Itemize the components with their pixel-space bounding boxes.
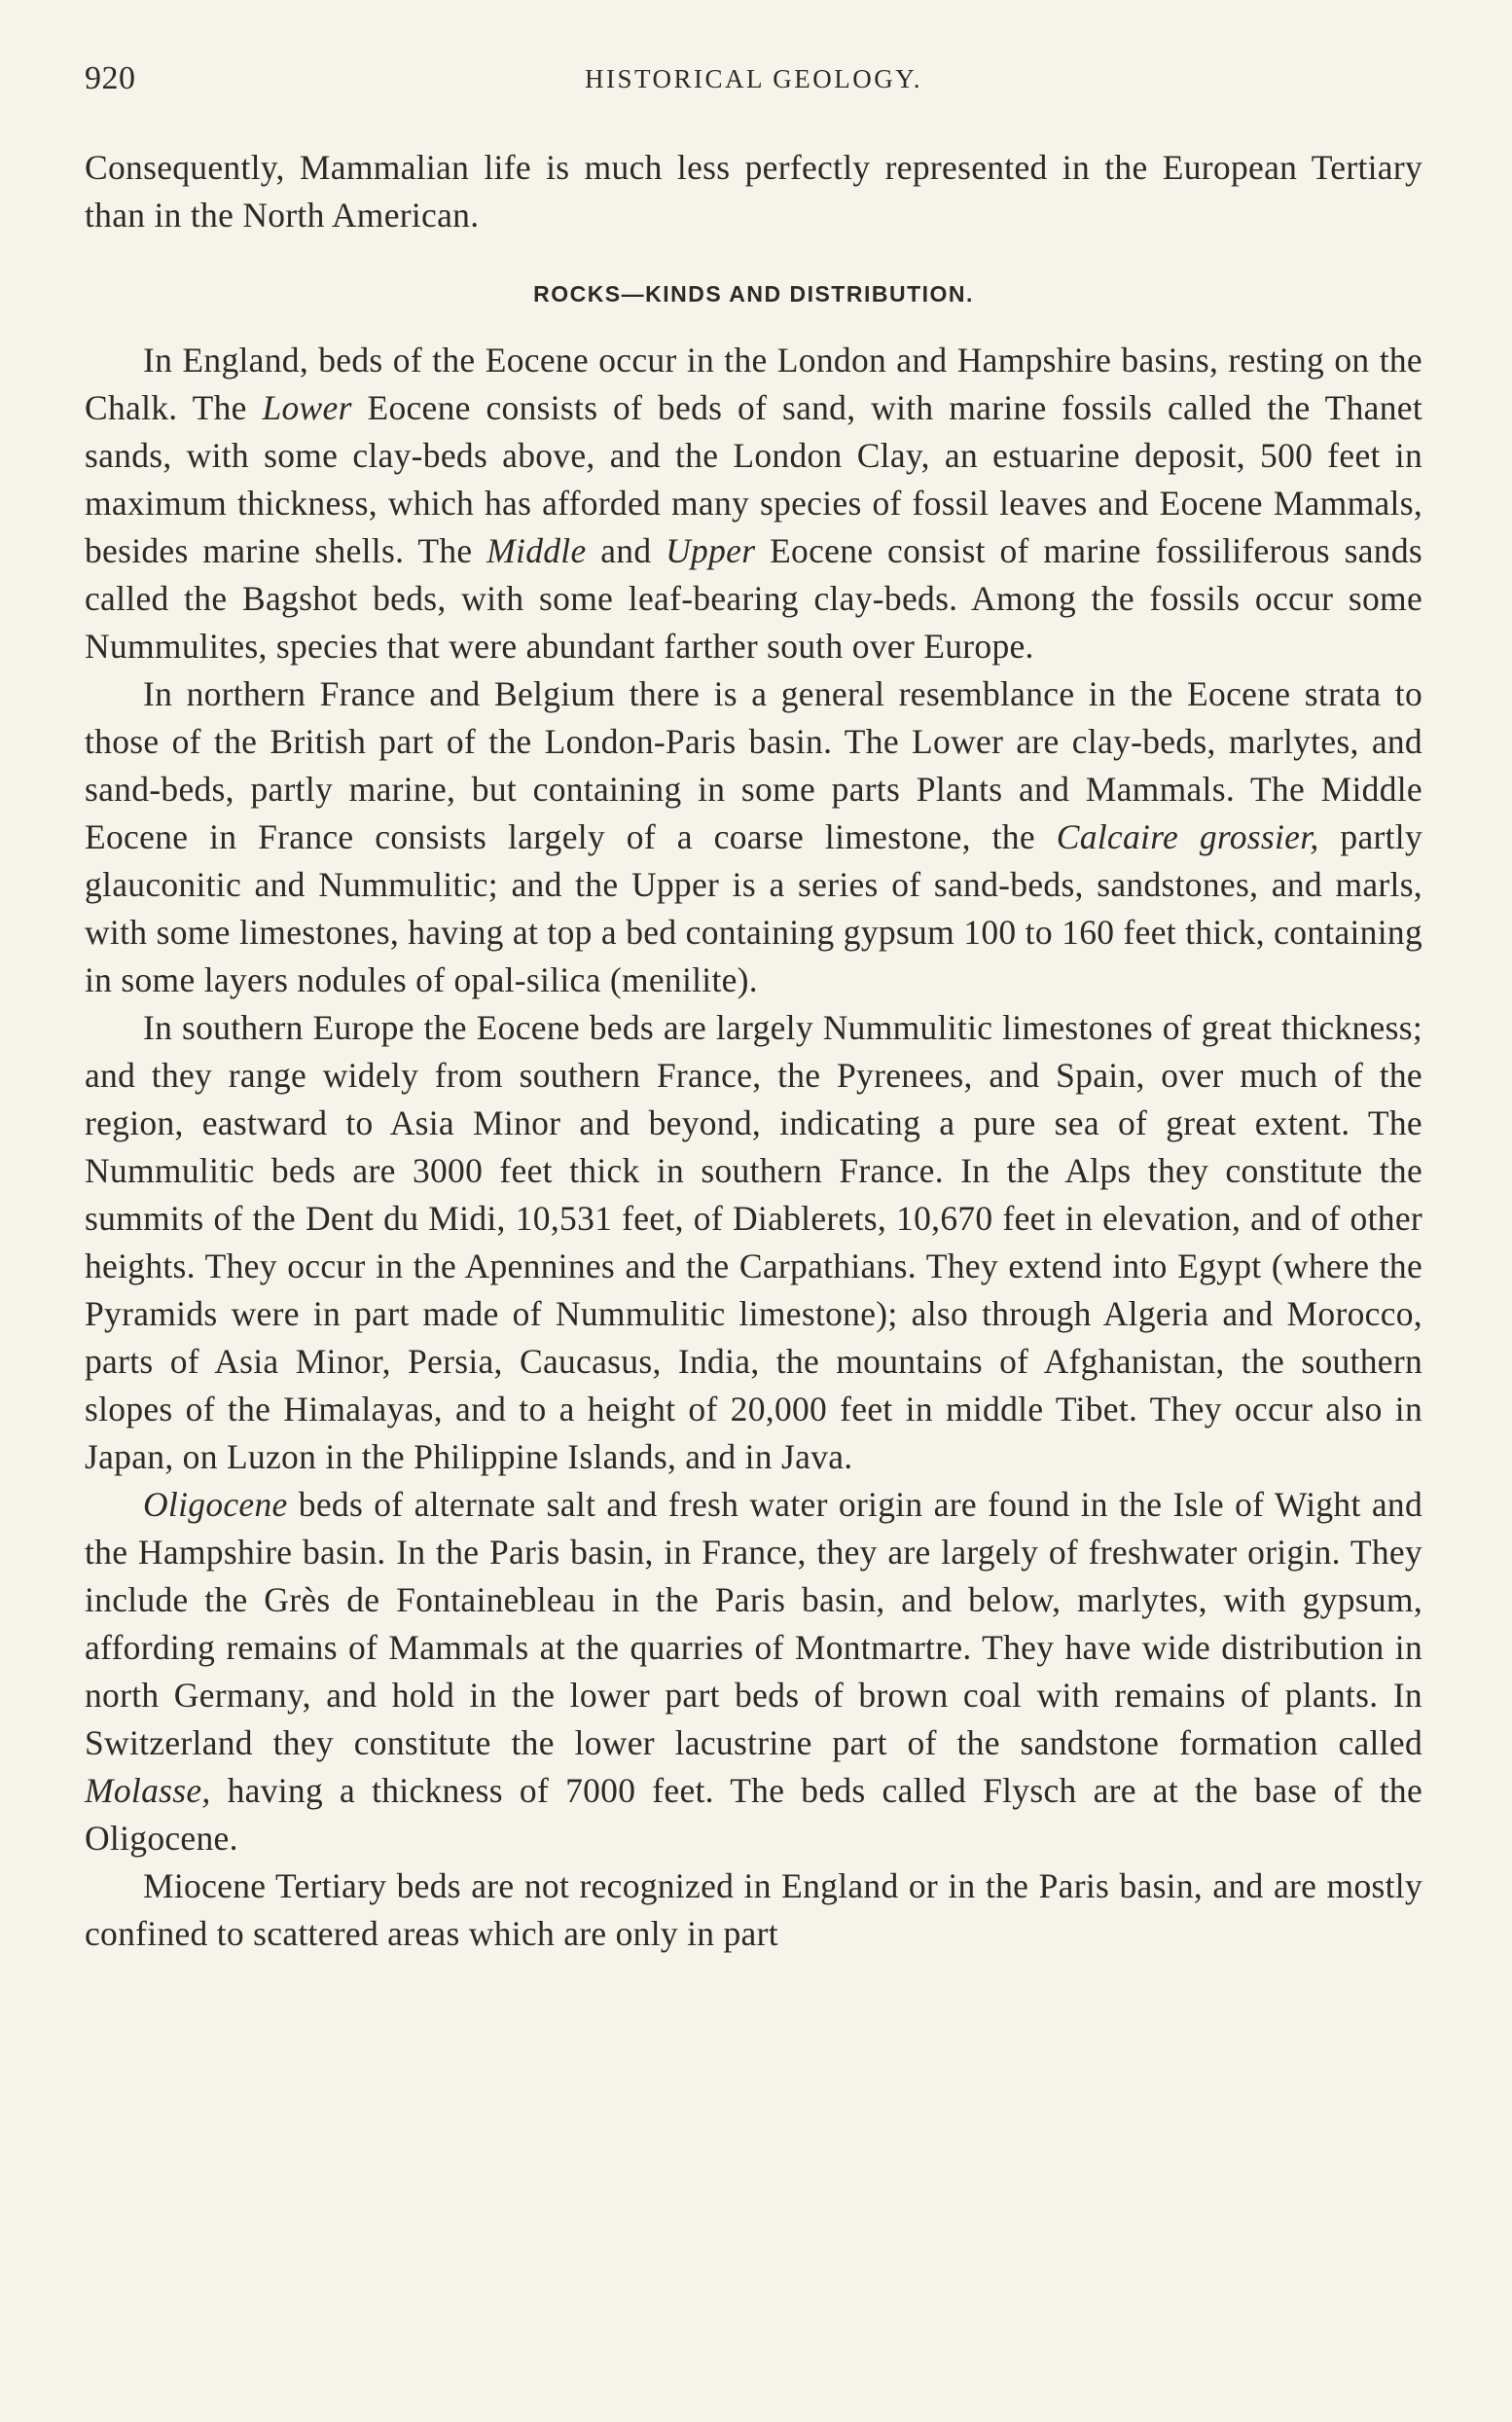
italic-term: Molasse,	[85, 1771, 211, 1810]
italic-term: Middle	[486, 531, 587, 570]
body-text	[85, 144, 1422, 1958]
italic-term: Lower	[262, 388, 352, 427]
italic-term: Oligocene	[143, 1485, 288, 1524]
section-heading: ROCKS—KINDS AND DISTRIBUTION.	[533, 281, 974, 307]
paragraph-oligocene: Oligocene beds of alternate salt and fresh water origin are found in the Isle of Wight and the Hampshire basin. In the Paris basin, in France, they are largely of freshwater origin. They include the Grès de Fontainebleau in the Paris basin, and below, marlytes, with gypsum, affording remains of Mammals at the quarries of Montmartre. They have wide distribution in north Germany, and hold in the lower part beds of brown coal with remains of plants. In Switzerland they constitute the lower lacustrine part of the sandstone formation called Molasse, having a thickness of 7000 feet. The beds called Flysch are at the base of the Oligocene.	[85, 1485, 1422, 1858]
paragraph-southern-europe: In southern Europe the Eocene beds are largely Nummulitic limestones of great thickness; and they range widely from southern France, the Pyrenees, and Spain, over much of the region, eastward to Asia Minor and beyond, indicating a pure sea of great extent. The Nummulitic beds are 3000 feet thick in southern France. In the Alps they constitute the summits of the Dent du Midi, 10,531 feet, of Diablerets, 10,670 feet in elevation, and of other heights. They occur in the Apennines and the Carpathians. They extend into Egypt (where the Pyramids were in part made of Nummulitic limestone); also through Algeria and Morocco, parts of Asia Minor, Persia, Caucasus, India, the mountains of Afghanistan, the southern slopes of the Himalayas, and to a height of 20,000 feet in middle Tibet. They occur also in Japan, on Luzon in the Philippine Islands, and in Java.	[85, 1008, 1422, 1476]
italic-term: Calcaire grossier,	[1056, 817, 1319, 856]
running-head	[85, 60, 1422, 99]
intro-paragraph: Consequently, Mammalian life is much less perfectly represented in the European Tertiary than in the North American.	[85, 148, 1422, 235]
paragraph-france-belgium: In northern France and Belgium there is a general resemblance in the Eocene strata to those of the British part of the London-Paris basin. The Lower are clay-beds, marlytes, and sand-beds, partly marine, but containing in some parts Plants and Mammals. The Middle Eocene in France consists largely of a coarse limestone, the Calcaire grossier, partly glauconitic and Nummulitic; and the Upper is a series of sand-beds, sandstones, and marls, with some limestones, having at top a bed containing gypsum 100 to 160 feet thick, containing in some layers nodules of opal-silica (menilite).	[85, 674, 1422, 999]
page-number: 920	[85, 60, 136, 96]
italic-term: Upper	[666, 531, 756, 570]
running-title: HISTORICAL GEOLOGY.	[584, 64, 922, 93]
paragraph-england-eocene: In England, beds of the Eocene occur in the London and Hampshire basins, resting on the Chalk. The Lower Eocene consists of beds of sand, with marine fossils called the Thanet sands, with some clay-beds above, and the London Clay, an estuarine deposit, 500 feet in maximum thickness, which has afforded many species of fossil leaves and Eocene Mammals, besides marine shells. The Middle and Upper Eocene consist of marine fossiliferous sands called the Bagshot beds, with some leaf-bearing clay-beds. Among the fossils occur some Nummulites, species that were abundant farther south over Europe.	[85, 341, 1423, 666]
paragraph-miocene: Miocene Tertiary beds are not recognized in England or in the Paris basin, and are mostly confined to scattered areas which are only in part	[85, 1866, 1422, 1953]
